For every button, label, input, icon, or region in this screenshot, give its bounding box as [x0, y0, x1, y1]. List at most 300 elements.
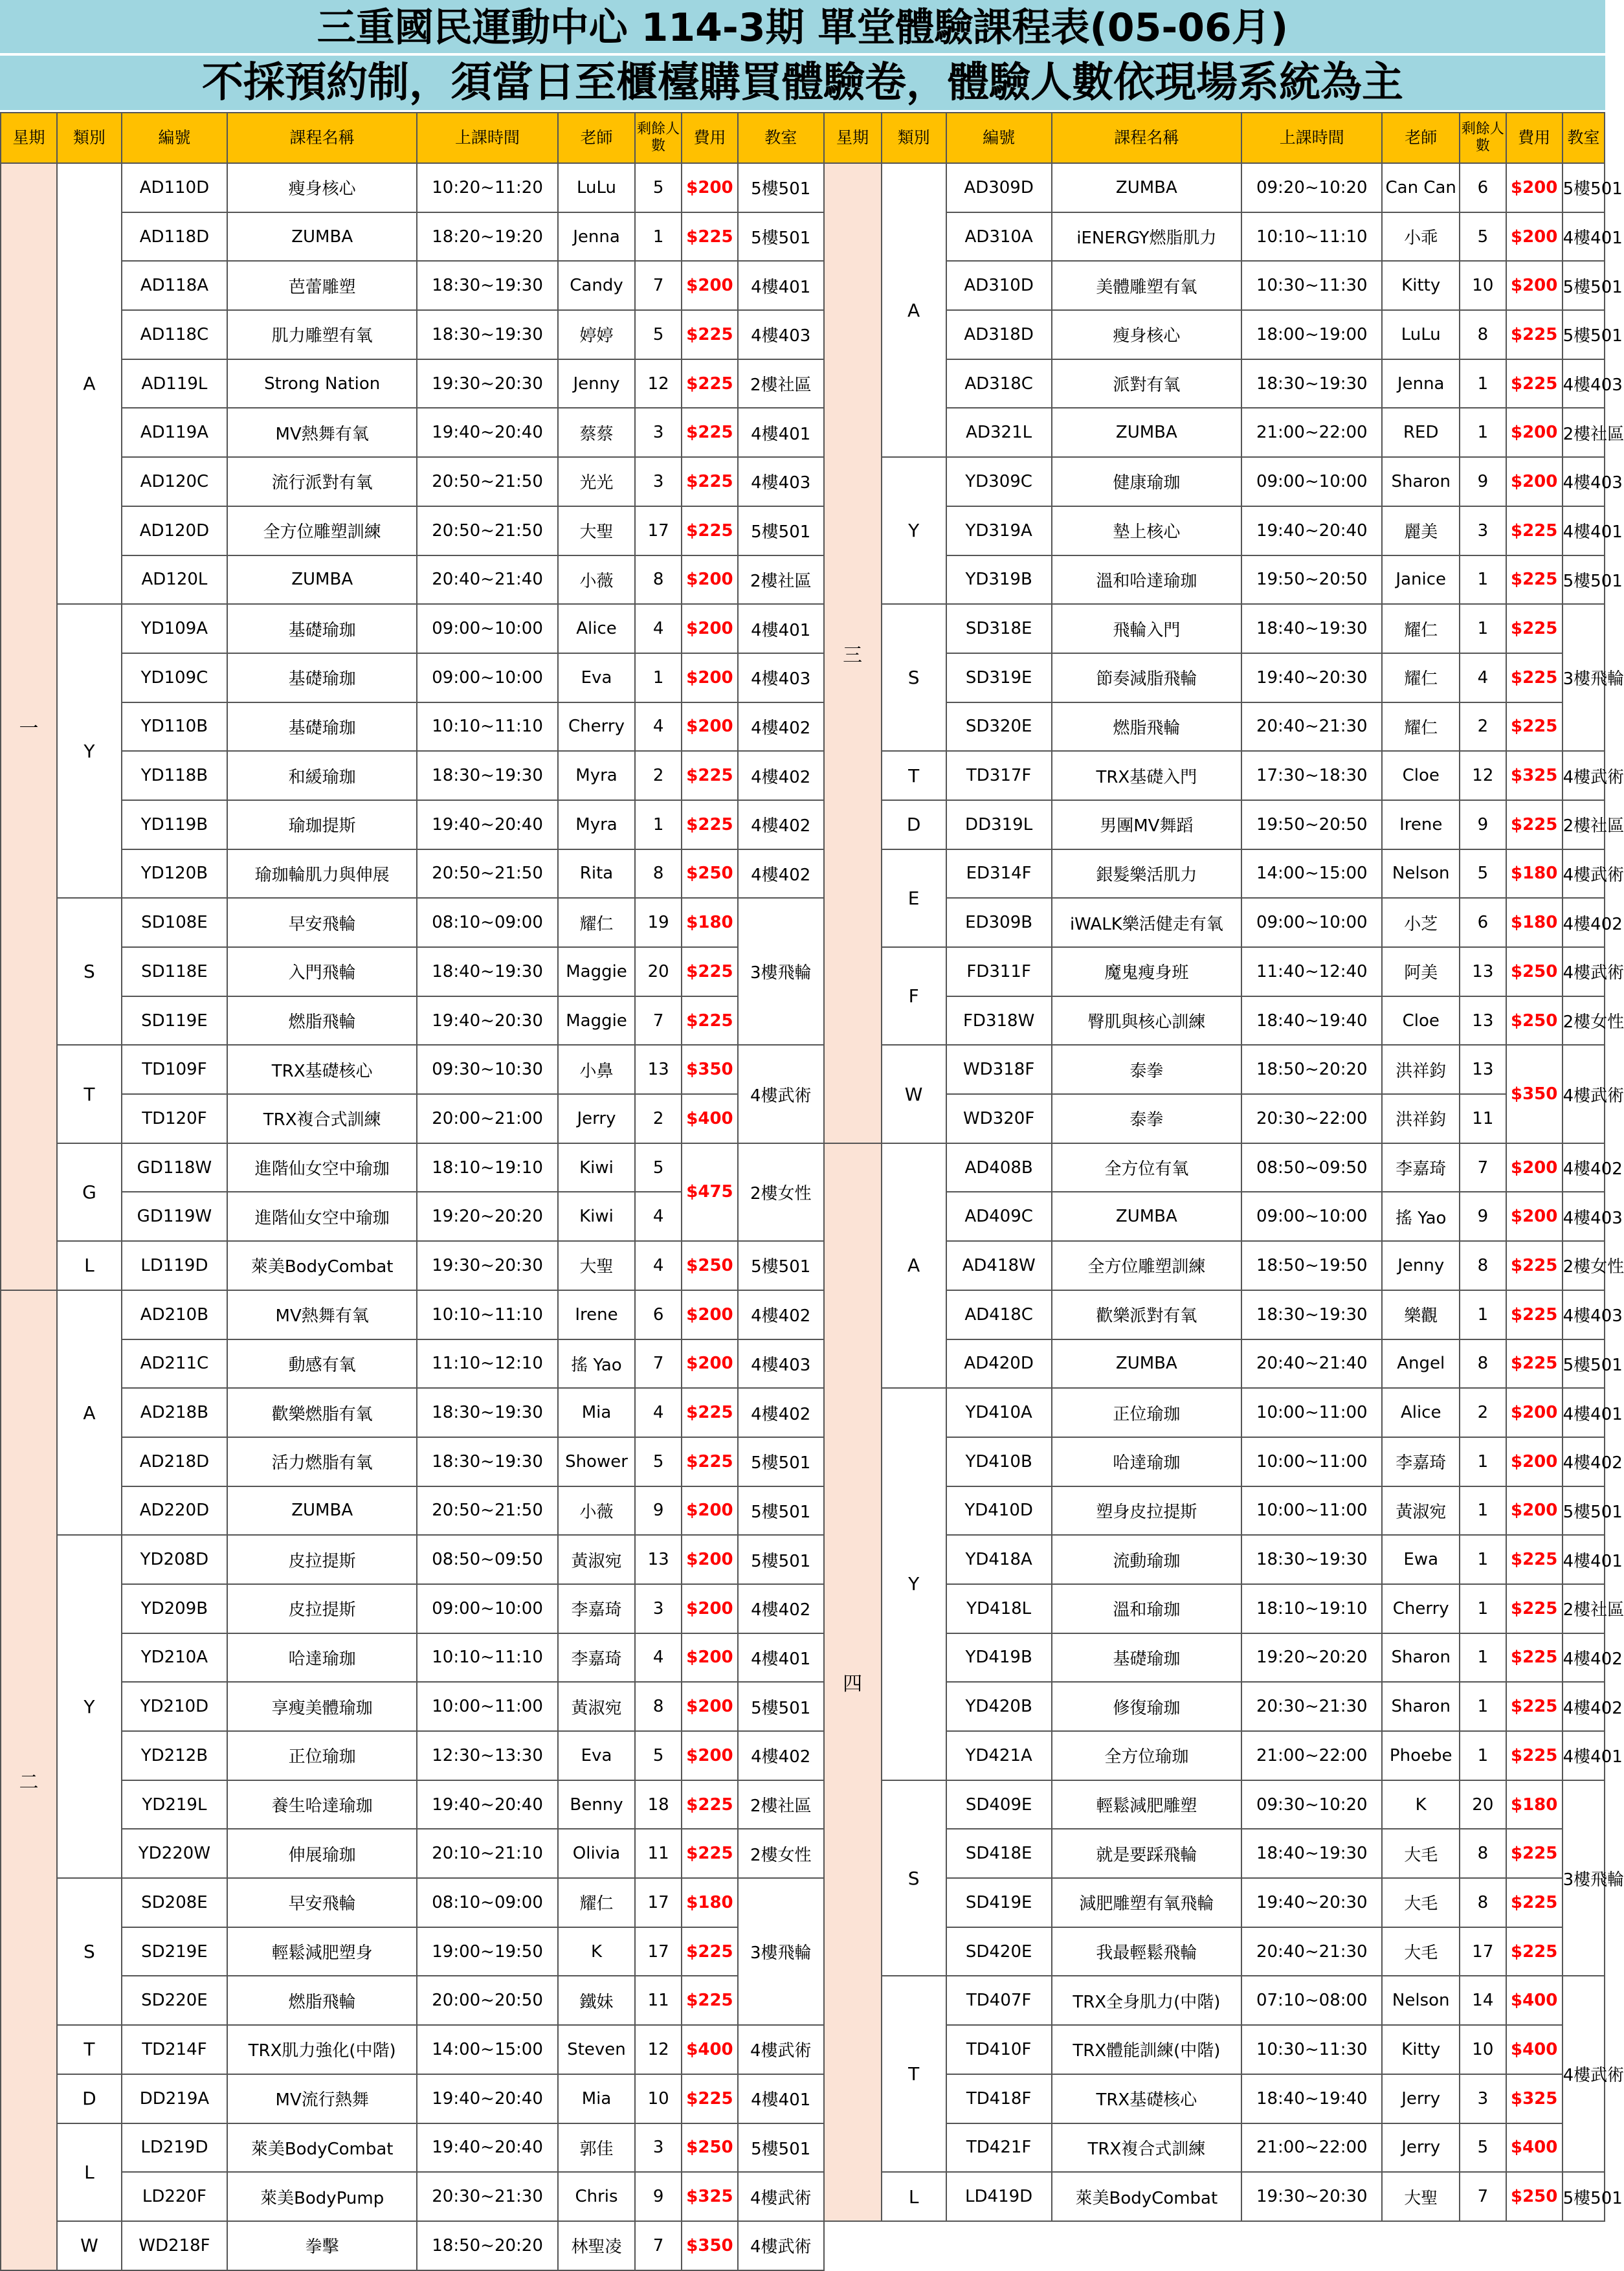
class-time: 18:30~19:30 [417, 1437, 557, 1486]
teacher-name: 大聖 [558, 1241, 636, 1290]
course-code: LD419D [946, 2172, 1052, 2221]
category-cell: L [882, 2172, 946, 2221]
remaining-count: 5 [635, 163, 682, 212]
table-row [1, 457, 1605, 506]
class-time: 19:40~20:40 [417, 2074, 557, 2123]
fee: $225 [682, 506, 738, 555]
course-code: AD120D [122, 506, 227, 555]
course-code: AD120L [122, 555, 227, 605]
course-code: SD220E [122, 1976, 227, 2025]
fee: $180 [1506, 898, 1563, 947]
course-name: 正位瑜珈 [227, 1731, 417, 1780]
fee: $200 [1506, 1388, 1563, 1437]
class-time: 19:40~20:30 [1241, 653, 1382, 702]
teacher-name: 耀仁 [1382, 702, 1460, 752]
class-time: 10:00~11:00 [1241, 1388, 1382, 1437]
classroom: 2樓社區 [1563, 1584, 1605, 1633]
classroom: 4樓武術 [738, 2025, 824, 2074]
course-name: ZUMBA [227, 555, 417, 605]
table-row [1, 2172, 1605, 2221]
class-time: 21:00~22:00 [1241, 2123, 1382, 2173]
category-cell: T [882, 751, 946, 800]
teacher-name: 黃淑宛 [1382, 1486, 1460, 1536]
teacher-name: Alice [558, 604, 636, 653]
teacher-name: Nelson [1382, 849, 1460, 899]
teacher-name: Alice [1382, 1388, 1460, 1437]
class-time: 09:00~10:00 [417, 1584, 557, 1633]
remaining-count: 1 [1460, 604, 1506, 653]
class-time: 10:30~11:30 [1241, 2025, 1382, 2074]
course-name: TRX全身肌力(中階) [1052, 1976, 1241, 2025]
fee: $180 [1506, 1780, 1563, 1829]
col-day-left: 星期 [1, 113, 57, 163]
course-code: LD219D [122, 2123, 227, 2173]
fee: $225 [1506, 604, 1563, 653]
classroom: 4樓武術 [1563, 947, 1605, 996]
classroom: 4樓401 [738, 1633, 824, 1683]
day-cell: 二 [1, 1290, 57, 2270]
course-code: YD109A [122, 604, 227, 653]
fee: $250 [682, 1241, 738, 1290]
fee: $200 [682, 604, 738, 653]
classroom: 5樓501 [1563, 1486, 1605, 1536]
col-teacher-left: 老師 [558, 113, 636, 163]
class-time: 19:30~20:30 [1241, 2172, 1382, 2221]
class-time: 18:40~19:30 [1241, 604, 1382, 653]
course-code: SD320E [946, 702, 1052, 752]
course-name: 流行派對有氧 [227, 457, 417, 506]
class-time: 19:40~20:40 [417, 2123, 557, 2173]
course-code: GD118W [122, 1143, 227, 1192]
remaining-count: 2 [1460, 702, 1506, 752]
teacher-name: Maggie [558, 996, 636, 1046]
course-code: FD318W [946, 996, 1052, 1046]
course-code: AD409C [946, 1192, 1052, 1241]
course-code: AD211C [122, 1339, 227, 1389]
class-time: 07:10~08:00 [1241, 1976, 1382, 2025]
course-name: ZUMBA [1052, 163, 1241, 212]
remaining-count: 10 [1460, 2025, 1506, 2074]
teacher-name: 林聖凌 [558, 2221, 636, 2270]
course-code: YD319A [946, 506, 1052, 555]
course-name: 基礎瑜珈 [1052, 1633, 1241, 1683]
classroom: 4樓401 [1563, 506, 1605, 555]
classroom: 4樓武術 [738, 1045, 824, 1143]
course-code: TD109F [122, 1045, 227, 1094]
fee: $200 [682, 1682, 738, 1731]
class-time: 11:40~12:40 [1241, 947, 1382, 996]
remaining-count: 1 [1460, 1731, 1506, 1780]
classroom: 5樓501 [738, 212, 824, 262]
class-time: 20:10~21:10 [417, 1829, 557, 1878]
table-row [1, 1682, 1605, 1731]
category-cell: G [57, 1143, 122, 1241]
classroom: 4樓402 [738, 800, 824, 849]
course-code: WD318F [946, 1045, 1052, 1094]
teacher-name: Eva [558, 1731, 636, 1780]
fee: $200 [1506, 212, 1563, 262]
remaining-count: 8 [1460, 1878, 1506, 1927]
course-name: 萊美BodyCombat [1052, 2172, 1241, 2221]
course-name: 燃脂飛輪 [227, 996, 417, 1046]
classroom: 3樓飛輪 [738, 1878, 824, 2025]
remaining-count: 9 [1460, 800, 1506, 849]
course-name: 瑜珈輪肌力與伸展 [227, 849, 417, 899]
classroom: 4樓402 [1563, 1437, 1605, 1486]
remaining-count: 4 [635, 702, 682, 752]
fee: $400 [682, 1094, 738, 1143]
course-code: SD319E [946, 653, 1052, 702]
class-time: 10:20~11:20 [417, 163, 557, 212]
col-remaining-left: 剩餘人數 [635, 113, 682, 163]
remaining-count: 9 [635, 1486, 682, 1536]
fee: $225 [1506, 1682, 1563, 1731]
fee: $225 [1506, 1927, 1563, 1976]
course-name: 動感有氧 [227, 1339, 417, 1389]
remaining-count: 3 [635, 1584, 682, 1633]
teacher-name: Eva [558, 653, 636, 702]
class-time: 18:40~19:40 [1241, 996, 1382, 1046]
classroom: 4樓401 [1563, 212, 1605, 262]
table-row [1, 163, 1605, 212]
fee: $325 [1506, 751, 1563, 800]
remaining-count: 6 [1460, 898, 1506, 947]
class-time: 19:00~19:50 [417, 1927, 557, 1976]
class-time: 20:50~21:50 [417, 506, 557, 555]
classroom: 5樓501 [738, 1682, 824, 1731]
course-code: SD419E [946, 1878, 1052, 1927]
fee: $200 [1506, 457, 1563, 506]
table-row [1, 310, 1605, 359]
course-code: YD410B [946, 1437, 1052, 1486]
fee: $225 [1506, 1878, 1563, 1927]
classroom: 4樓武術 [738, 2172, 824, 2221]
remaining-count: 18 [635, 1780, 682, 1829]
teacher-name: Irene [1382, 800, 1460, 849]
course-name: 瘦身核心 [227, 163, 417, 212]
class-time: 19:20~20:20 [417, 1192, 557, 1241]
remaining-count: 13 [1460, 947, 1506, 996]
fee: $250 [682, 2123, 738, 2173]
course-name: 流動瑜珈 [1052, 1535, 1241, 1584]
teacher-name: 李嘉琦 [558, 1584, 636, 1633]
table-row [1, 555, 1605, 605]
course-name: 臀肌與核心訓練 [1052, 996, 1241, 1046]
class-time: 19:50~20:50 [1241, 800, 1382, 849]
schedule-table [0, 112, 1624, 2271]
class-time: 09:20~10:20 [1241, 163, 1382, 212]
class-time: 12:30~13:30 [417, 1731, 557, 1780]
teacher-name: 阿美 [1382, 947, 1460, 996]
class-time: 10:00~11:00 [1241, 1486, 1382, 1536]
course-code: AD120C [122, 457, 227, 506]
course-code: AD218D [122, 1437, 227, 1486]
fee: $200 [1506, 163, 1563, 212]
remaining-count: 5 [635, 1731, 682, 1780]
remaining-count: 13 [635, 1045, 682, 1094]
course-code: AD418W [946, 1241, 1052, 1290]
course-code: AD218B [122, 1388, 227, 1437]
course-name: MV熱舞有氧 [227, 408, 417, 457]
remaining-count: 1 [1460, 1633, 1506, 1683]
course-name: 修復瑜珈 [1052, 1682, 1241, 1731]
course-code: YD210D [122, 1682, 227, 1731]
class-time: 10:10~11:10 [417, 1633, 557, 1683]
course-name: ZUMBA [227, 212, 417, 262]
class-time: 18:10~19:10 [417, 1143, 557, 1192]
course-name: 享瘦美體瑜珈 [227, 1682, 417, 1731]
course-code: YD410A [946, 1388, 1052, 1437]
course-name: TRX複合式訓練 [227, 1094, 417, 1143]
table-row [1, 1388, 1605, 1437]
col-time-right: 上課時間 [1241, 113, 1382, 163]
remaining-count: 10 [635, 2074, 682, 2123]
teacher-name: 搖 Yao [558, 1339, 636, 1389]
class-time: 10:00~11:00 [1241, 1437, 1382, 1486]
class-time: 19:40~20:40 [1241, 506, 1382, 555]
fee: $400 [1506, 2025, 1563, 2074]
col-fee-left: 費用 [682, 113, 738, 163]
teacher-name: Kiwi [558, 1192, 636, 1241]
teacher-name: Candy [558, 261, 636, 310]
fee: $200 [682, 1584, 738, 1633]
course-code: DD319L [946, 800, 1052, 849]
day-cell: 三 [824, 163, 882, 1143]
class-time: 20:00~20:50 [417, 1976, 557, 2025]
table-row [1, 1045, 1605, 1094]
course-name: MV熱舞有氧 [227, 1290, 417, 1339]
remaining-count: 13 [1460, 996, 1506, 1046]
remaining-count: 8 [1460, 1829, 1506, 1878]
course-code: YD209B [122, 1584, 227, 1633]
teacher-name: 小乖 [1382, 212, 1460, 262]
col-time-left: 上課時間 [417, 113, 557, 163]
category-cell: A [57, 163, 122, 604]
classroom: 4樓403 [1563, 1290, 1605, 1339]
teacher-name: Cherry [558, 702, 636, 752]
fee: $350 [1506, 1045, 1563, 1143]
course-name: 肌力雕塑有氧 [227, 310, 417, 359]
fee: $225 [1506, 506, 1563, 555]
classroom: 2樓女性 [738, 1829, 824, 1878]
table-row [1, 702, 1605, 752]
class-time: 21:00~22:00 [1241, 408, 1382, 457]
teacher-name: 鐵妹 [558, 1976, 636, 2025]
class-time: 10:10~11:10 [417, 702, 557, 752]
table-row [1, 1535, 1605, 1584]
class-time: 17:30~18:30 [1241, 751, 1382, 800]
fee: $200 [1506, 1437, 1563, 1486]
fee: $350 [682, 1045, 738, 1094]
col-code-left: 編號 [122, 113, 227, 163]
class-time: 18:30~19:30 [1241, 1290, 1382, 1339]
course-code: YD220W [122, 1829, 227, 1878]
col-teacher-right: 老師 [1382, 113, 1460, 163]
classroom: 2樓社區 [1563, 408, 1605, 457]
course-name: 歡樂燃脂有氧 [227, 1388, 417, 1437]
course-code: YD309C [946, 457, 1052, 506]
remaining-count: 4 [1460, 653, 1506, 702]
fee: $225 [682, 800, 738, 849]
course-code: SD318E [946, 604, 1052, 653]
classroom: 4樓402 [1563, 1633, 1605, 1683]
course-name: 基礎瑜珈 [227, 653, 417, 702]
course-name: TRX肌力強化(中階) [227, 2025, 417, 2074]
table-row [1, 506, 1605, 555]
course-name: 皮拉提斯 [227, 1584, 417, 1633]
classroom: 4樓401 [738, 604, 824, 653]
course-name: ZUMBA [227, 1486, 417, 1536]
teacher-name: 婷婷 [558, 310, 636, 359]
course-name: 皮拉提斯 [227, 1535, 417, 1584]
table-row [1, 1633, 1605, 1683]
class-time: 18:50~19:50 [1241, 1241, 1382, 1290]
category-cell: D [882, 800, 946, 849]
course-name: 減肥雕塑有氧飛輪 [1052, 1878, 1241, 1927]
table-row [1, 1780, 1605, 1829]
fee: $200 [682, 1339, 738, 1389]
teacher-name: 李嘉琦 [558, 1633, 636, 1683]
fee: $225 [682, 212, 738, 262]
teacher-name: Myra [558, 800, 636, 849]
course-name: 和緩瑜珈 [227, 751, 417, 800]
remaining-count: 4 [635, 1241, 682, 1290]
class-time: 20:00~21:00 [417, 1094, 557, 1143]
remaining-count: 8 [635, 1682, 682, 1731]
course-code: AD318D [946, 310, 1052, 359]
table-row [1, 1486, 1605, 1536]
classroom: 5樓501 [1563, 2172, 1605, 2221]
course-code: AD309D [946, 163, 1052, 212]
category-cell: A [57, 1290, 122, 1535]
course-code: YD210A [122, 1633, 227, 1683]
class-time: 20:40~21:30 [1241, 702, 1382, 752]
remaining-count: 1 [635, 800, 682, 849]
class-time: 18:30~19:30 [417, 751, 557, 800]
teacher-name: Phoebe [1382, 1731, 1460, 1780]
course-name: 早安飛輪 [227, 1878, 417, 1927]
teacher-name: Steven [558, 2025, 636, 2074]
course-name: 塑身皮拉提斯 [1052, 1486, 1241, 1536]
course-name: 泰拳 [1052, 1045, 1241, 1094]
course-name: 瘦身核心 [1052, 310, 1241, 359]
remaining-count: 14 [1460, 1976, 1506, 2025]
remaining-count: 1 [1460, 1535, 1506, 1584]
classroom: 4樓402 [738, 1388, 824, 1437]
course-code: YD418A [946, 1535, 1052, 1584]
table-row [1, 2123, 1605, 2173]
category-cell: E [882, 849, 946, 947]
remaining-count: 9 [635, 2172, 682, 2221]
classroom: 4樓402 [738, 702, 824, 752]
table-row [1, 1290, 1605, 1339]
course-name: 全方位雕塑訓練 [227, 506, 417, 555]
class-time: 09:30~10:20 [1241, 1780, 1382, 1829]
teacher-name: Can Can [1382, 163, 1460, 212]
course-code: SD118E [122, 947, 227, 996]
remaining-count: 17 [1460, 1927, 1506, 1976]
col-course-right: 課程名稱 [1052, 113, 1241, 163]
class-time: 10:10~11:10 [417, 1290, 557, 1339]
teacher-name: 小鼻 [558, 1045, 636, 1094]
class-time: 20:50~21:50 [417, 457, 557, 506]
teacher-name: Kitty [1382, 261, 1460, 310]
remaining-count: 5 [635, 1143, 682, 1192]
class-time: 18:10~19:10 [1241, 1584, 1382, 1633]
teacher-name: Shower [558, 1437, 636, 1486]
remaining-count: 2 [1460, 1388, 1506, 1437]
remaining-count: 9 [1460, 457, 1506, 506]
table-row [1, 898, 1605, 947]
course-name: 溫和瑜珈 [1052, 1584, 1241, 1633]
fee: $200 [682, 1486, 738, 1536]
course-code: AD118C [122, 310, 227, 359]
classroom: 4樓武術 [1563, 1045, 1605, 1143]
classroom: 4樓401 [738, 261, 824, 310]
remaining-count: 3 [1460, 2074, 1506, 2123]
remaining-count: 12 [1460, 751, 1506, 800]
category-cell: T [57, 2025, 122, 2074]
teacher-name: Jerry [558, 1094, 636, 1143]
remaining-count: 8 [635, 849, 682, 899]
fee: $200 [682, 555, 738, 605]
fee: $200 [682, 163, 738, 212]
remaining-count: 4 [635, 1388, 682, 1437]
fee: $225 [1506, 555, 1563, 605]
remaining-count: 1 [635, 653, 682, 702]
remaining-count: 5 [1460, 212, 1506, 262]
course-code: AD119L [122, 359, 227, 408]
remaining-count: 7 [635, 1339, 682, 1389]
fee: $200 [1506, 1192, 1563, 1241]
teacher-name: Cherry [1382, 1584, 1460, 1633]
course-code: AD420D [946, 1339, 1052, 1389]
classroom: 3樓飛輪 [1563, 1780, 1605, 1976]
fee: $225 [1506, 1829, 1563, 1878]
class-time: 20:50~21:50 [417, 849, 557, 899]
course-name: TRX基礎核心 [1052, 2074, 1241, 2123]
category-cell: A [882, 163, 946, 457]
teacher-name: Cloe [1382, 751, 1460, 800]
course-code: YD208D [122, 1535, 227, 1584]
course-code: SD409E [946, 1780, 1052, 1829]
class-time: 09:00~10:00 [417, 604, 557, 653]
category-cell: Y [57, 1535, 122, 1878]
remaining-count: 3 [635, 408, 682, 457]
course-name: 全方位雕塑訓練 [1052, 1241, 1241, 1290]
course-code: FD311F [946, 947, 1052, 996]
class-time: 20:30~21:30 [417, 2172, 557, 2221]
course-name: 派對有氧 [1052, 359, 1241, 408]
teacher-name: Angel [1382, 1339, 1460, 1389]
teacher-name: 耀仁 [558, 898, 636, 947]
fee: $225 [1506, 653, 1563, 702]
course-name: TRX基礎核心 [227, 1045, 417, 1094]
classroom: 2樓社區 [738, 555, 824, 605]
class-time: 18:20~19:20 [417, 212, 557, 262]
fee: $325 [1506, 2074, 1563, 2123]
classroom: 2樓女性 [1563, 996, 1605, 1046]
fee: $200 [1506, 261, 1563, 310]
classroom: 5樓501 [1563, 555, 1605, 605]
course-name: 芭蕾雕塑 [227, 261, 417, 310]
classroom: 4樓武術 [1563, 751, 1605, 800]
fee: $225 [682, 1976, 738, 2025]
fee: $225 [1506, 359, 1563, 408]
classroom: 5樓501 [1563, 1339, 1605, 1389]
remaining-count: 1 [1460, 359, 1506, 408]
teacher-name: 耀仁 [1382, 653, 1460, 702]
